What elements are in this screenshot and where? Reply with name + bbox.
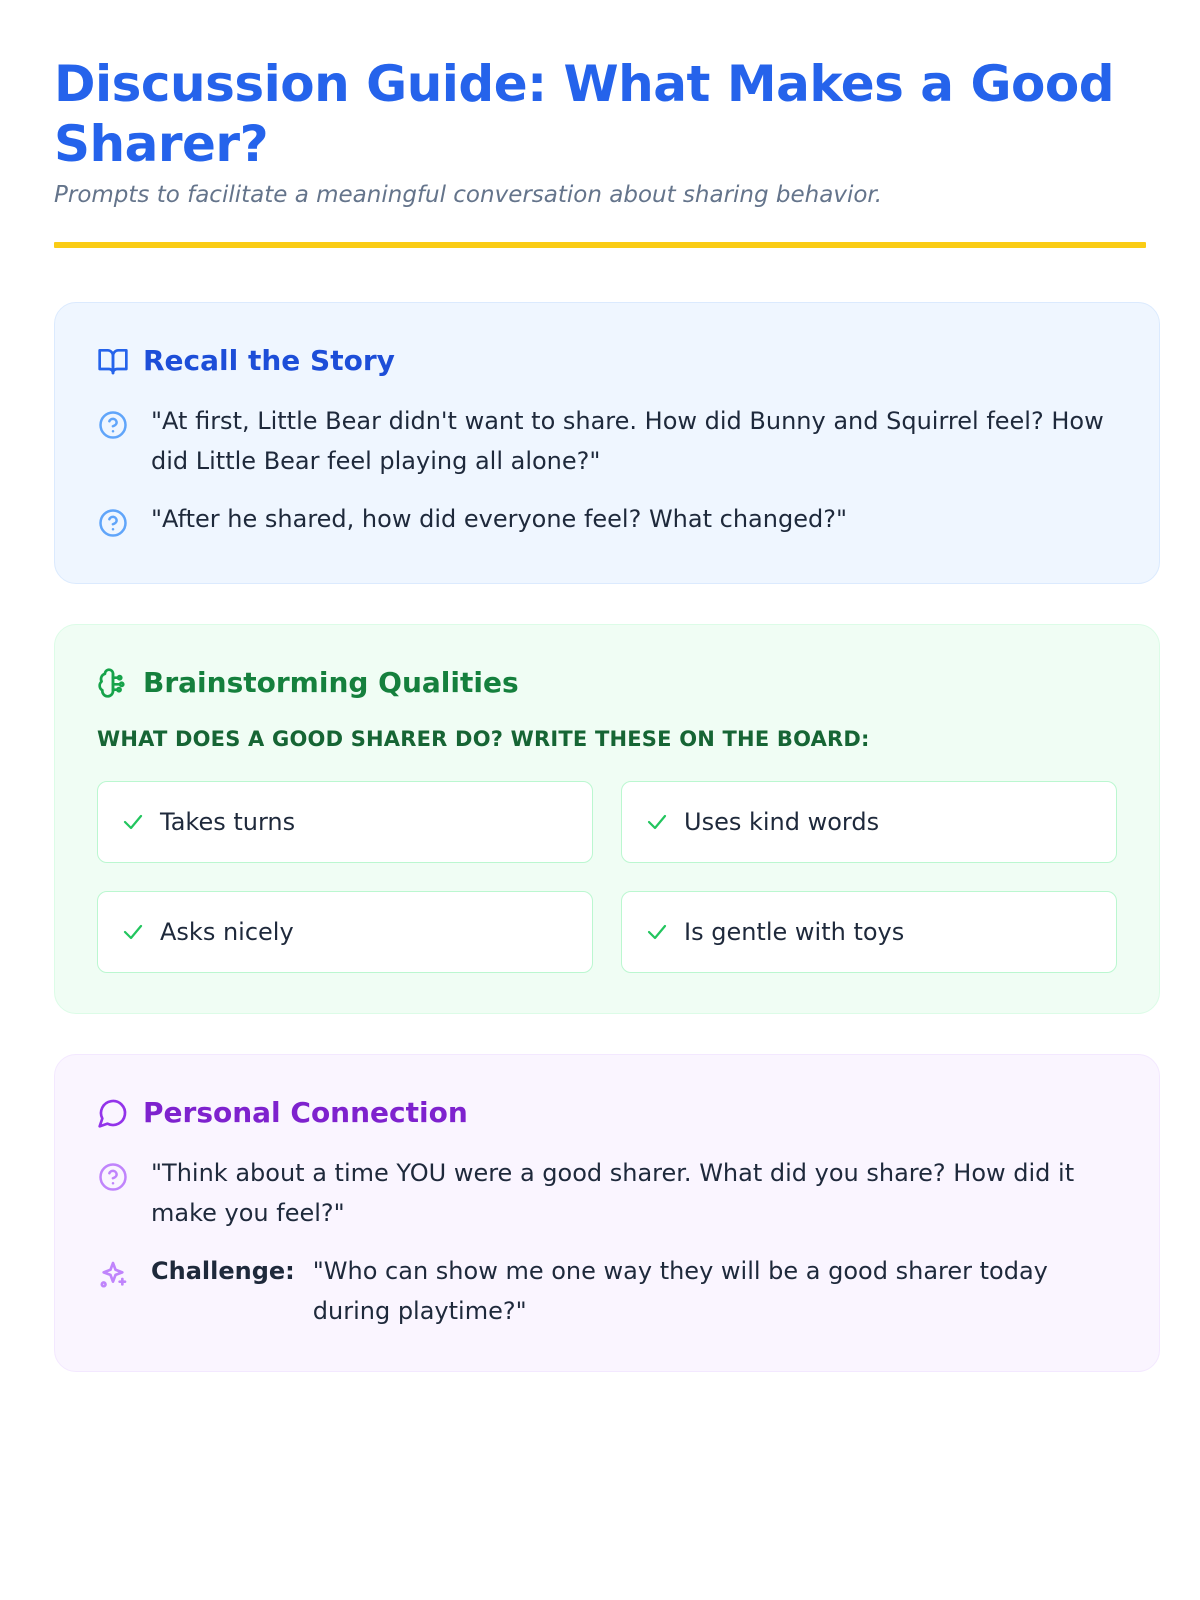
personal-question-text: "Think about a time YOU were a good sharer. What did you share? How did it make you feel?"	[151, 1159, 1075, 1227]
book-open-icon	[97, 345, 129, 377]
check-icon	[120, 809, 146, 835]
quality-item	[621, 781, 1117, 863]
brainstorm-title: Brainstorming Qualities	[143, 666, 519, 699]
recall-question-text: "After he shared, how did everyone feel? What changed?"	[151, 505, 847, 533]
recall-question-list	[97, 401, 1117, 543]
page-header	[54, 54, 1146, 248]
help-circle-icon	[97, 401, 129, 445]
recall-story-section	[54, 302, 1160, 584]
brainstorm-section	[54, 624, 1160, 1014]
challenge-text: "Who can show me one way they will be a good sharer today during playtime?"	[312, 1257, 1048, 1325]
challenge-label: Challenge:	[151, 1257, 295, 1285]
message-circle-icon	[97, 1097, 129, 1129]
quality-item	[97, 781, 593, 863]
page-title: Discussion Guide: What Makes a Good Sharer?	[54, 55, 1114, 173]
check-icon	[644, 809, 670, 835]
list-item	[97, 1251, 1117, 1331]
personal-connection-title: Personal Connection	[143, 1096, 468, 1129]
quality-label: Takes turns	[160, 808, 296, 836]
quality-item	[97, 891, 593, 973]
page-subtitle: Prompts to facilitate a meaningful conversation about sharing behavior.	[54, 182, 883, 208]
brain-icon	[97, 667, 129, 699]
personal-connection-section	[54, 1054, 1160, 1372]
help-circle-icon	[97, 1153, 129, 1197]
quality-label: Asks nicely	[160, 918, 294, 946]
list-item	[97, 1153, 1117, 1233]
quality-item	[621, 891, 1117, 973]
personal-connection-heading	[97, 1095, 1117, 1131]
brainstorm-prompt: WHAT DOES A GOOD SHARER DO? WRITE THESE ON THE BOARD:	[97, 727, 870, 751]
check-icon	[120, 919, 146, 945]
challenge-block	[151, 1251, 1117, 1331]
brainstorm-heading	[97, 665, 1117, 701]
recall-story-heading	[97, 343, 1117, 379]
recall-question-text: "At first, Little Bear didn't want to share. How did Bunny and Squirrel feel? How did Little Bear feel playing all alone?"	[151, 407, 1104, 475]
sparkles-icon	[97, 1251, 129, 1295]
help-circle-icon	[97, 499, 129, 543]
check-icon	[644, 919, 670, 945]
list-item	[97, 499, 1117, 543]
recall-story-title: Recall the Story	[143, 344, 395, 377]
personal-question-list	[97, 1153, 1117, 1331]
qualities-grid	[97, 781, 1117, 973]
header-divider	[54, 242, 1146, 248]
quality-label: Uses kind words	[684, 808, 880, 836]
quality-label: Is gentle with toys	[684, 918, 905, 946]
list-item	[97, 401, 1117, 481]
